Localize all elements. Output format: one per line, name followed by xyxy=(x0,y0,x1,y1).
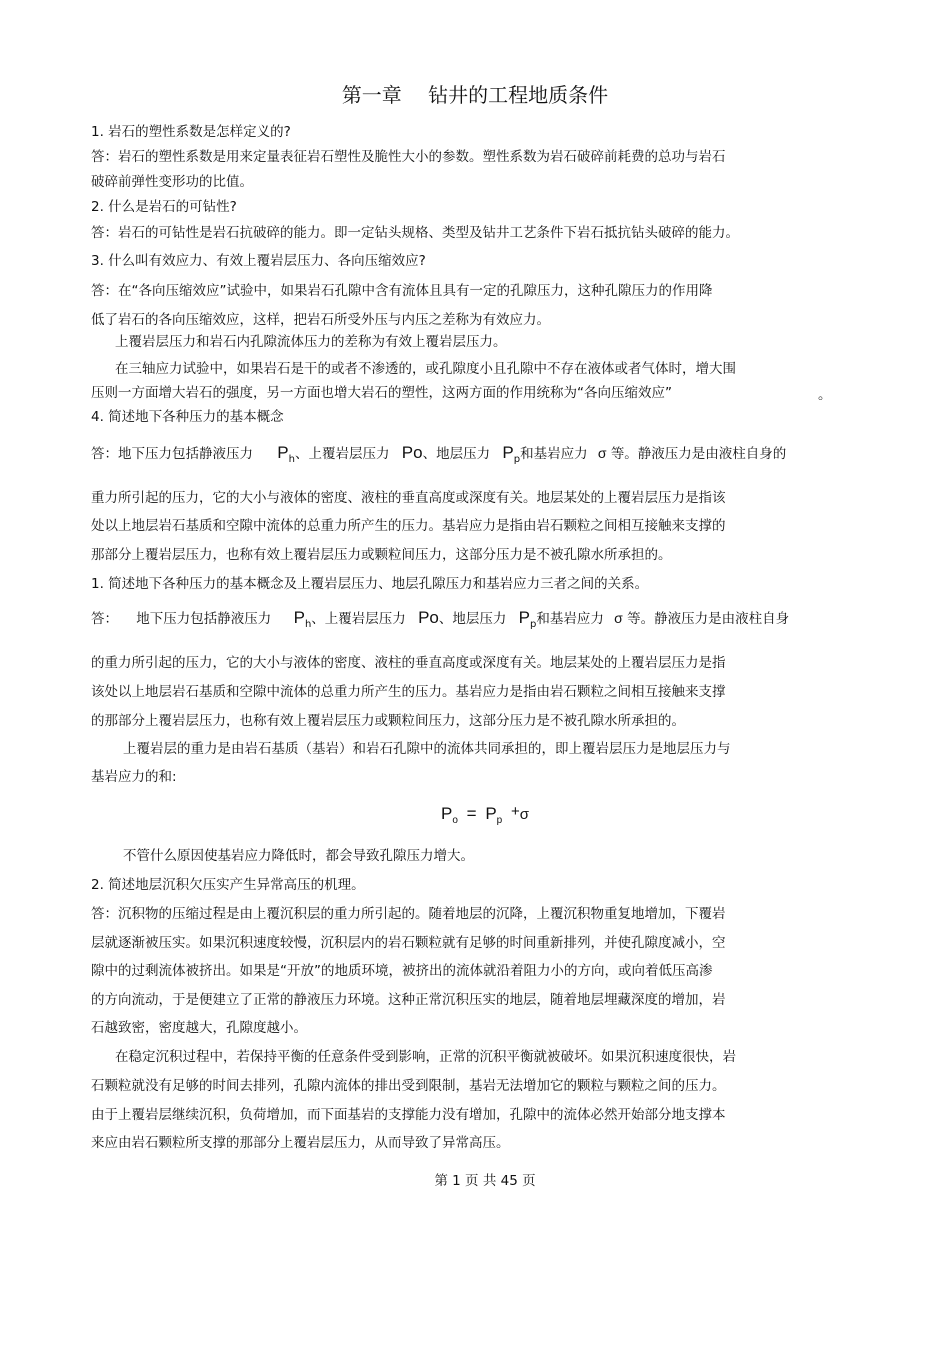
page-footer: 第 1 页 共 45 页 xyxy=(434,1173,536,1189)
symbol-P: P xyxy=(277,443,289,462)
answer-6-line-6: 在稳定沉积过程中，若保持平衡的任意条件受到影响，正常的沉积平衡就被破坏。如果沉积速度很快，岩 xyxy=(115,1049,736,1065)
answer-4-line-4: 那部分上覆岩层压力，也称有效上覆岩层压力或颗粒间压力，这部分压力是不被孔隙水所承担的。 xyxy=(91,547,672,563)
answer-2-line-1: 答：岩石的可钻性是岩石抗破碎的能力。即一定钻头规格、类型及钻井工艺条件下岩石抵抗钻头破碎的能力。 xyxy=(91,225,739,241)
question-4: 4. 简述地下各种压力的基本概念 xyxy=(91,409,284,425)
answer-4-text-e: 等。静液压力是由液柱自身的 xyxy=(610,446,787,462)
question-3: 3. 什么叫有效应力、有效上覆岩层压力、各向压缩效应? xyxy=(91,253,426,269)
answer-5-line-3: 该处以上地层岩石基质和空隙中流体的总重力所产生的压力。基岩应力是指由岩石颗粒之间相互接触来支撑 xyxy=(91,684,726,700)
answer-3-line-5: 压则一方面增大岩石的强度，另一方面也增大岩石的塑性，这两方面的作用统称为“各向压缩效应” xyxy=(91,385,672,401)
symbol-P: P xyxy=(293,608,305,627)
answer-6-line-1: 答：沉积物的压缩过程是由上覆沉积层的重力所引起的。随着地层的沉降，上覆沉积物重复地增加，下覆岩 xyxy=(91,906,726,922)
answer-5-text-a: 答： xyxy=(91,611,118,627)
answer-6-line-5: 石越致密，密度越大，孔隙度越小。 xyxy=(91,1020,307,1036)
formula-plus: + xyxy=(510,803,520,820)
question-1: 1. 岩石的塑性系数是怎样定义的? xyxy=(91,124,291,140)
answer-3-line-1: 答：在“各向压缩效应”试验中，如果岩石孔隙中含有流体且具有一定的孔隙压力，这种孔隙压力的作用降 xyxy=(91,283,713,299)
symbol-sigma: σ xyxy=(614,610,623,626)
answer-5-line-7: 不管什么原因使基岩应力降低时，都会导致孔隙压力增大。 xyxy=(123,848,474,864)
answer-4-line-2: 重力所引起的压力，它的大小与液体的密度、液柱的垂直高度或深度有关。地层某处的上覆岩层压力是指该 xyxy=(91,490,726,506)
answer-4-line-3: 处以上地层岩石基质和空隙中流体的总重力所产生的压力。基岩应力是指由岩石颗粒之间相互接触来支撑的 xyxy=(91,518,726,534)
formula-sigma: σ xyxy=(519,806,529,823)
formula-P: P xyxy=(485,804,497,823)
answer-1-line-2: 破碎前弹性变形功的比值。 xyxy=(91,174,253,190)
question-6: 2. 简述地层沉积欠压实产生异常高压的机理。 xyxy=(91,877,365,893)
answer-4-text-a: 答：地下压力包括静液压力 xyxy=(91,446,253,462)
answer-4-text-d: 和基岩应力 xyxy=(520,446,588,462)
answer-1-line-1: 答：岩石的塑性系数是用来定量表征岩石塑性及脆性大小的参数。塑性系数为岩石破碎前耗费的总功与岩石 xyxy=(91,149,726,165)
question-5: 1. 简述地下各种压力的基本概念及上覆岩层压力、地层孔隙压力和基岩应力三者之间的关系。 xyxy=(91,576,649,592)
answer-3-line-3: 上覆岩层压力和岩石内孔隙流体压力的差称为有效上覆岩层压力。 xyxy=(115,334,507,350)
answer-5-text-d: 、地层压力 xyxy=(438,611,507,627)
answer-6-line-3: 隙中的过剩流体被挤出。如果是“开放”的地质环境，被挤出的流体就沿着阻力小的方向，或向着低压高渗 xyxy=(91,963,713,979)
answer-5-line-6: 基岩应力的和: xyxy=(91,769,177,785)
answer-5-text-f: 等。静液压力是由液柱自身 xyxy=(627,611,790,627)
answer-6-line-9: 来应由岩石颗粒所支撑的那部分上覆岩层压力，从而导致了异常高压。 xyxy=(91,1135,510,1151)
symbol-sigma: σ xyxy=(597,445,607,461)
answer-3-line-5-end: 。 xyxy=(818,387,832,403)
answer-6-line-4: 的方向流动，于是便建立了正常的静液压力环境。这种正常沉积压实的地层，随着地层埋藏深度的增加，岩 xyxy=(91,992,726,1008)
symbol-sub-p: p xyxy=(513,454,521,465)
symbol-P: P xyxy=(518,608,531,627)
answer-4-text-c: 、地层压力 xyxy=(422,446,491,462)
formula-equals: = xyxy=(466,804,477,823)
answer-5-line-5: 上覆岩层的重力是由岩石基质（基岩）和岩石孔隙中的流体共同承担的，即上覆岩层压力是地层压力与 xyxy=(123,741,731,757)
formula-P: P xyxy=(441,804,453,823)
answer-5-text-c: 、上覆岩层压力 xyxy=(311,611,406,627)
answer-6-line-8: 由于上覆岩层继续沉积，负荷增加，而下面基岩的支撑能力没有增加，孔隙中的流体必然开始部分地支撑本 xyxy=(91,1107,726,1123)
answer-5-line-4: 的那部分上覆岩层压力，也称有效上覆岩层压力或颗粒间压力，这部分压力是不被孔隙水所承担的。 xyxy=(91,713,685,729)
pressure-formula xyxy=(0,803,950,826)
formula-sub-p: p xyxy=(496,815,503,826)
question-2: 2. 什么是岩石的可钻性? xyxy=(91,199,237,215)
answer-5-line-1 xyxy=(91,610,789,633)
symbol-sub-p: p xyxy=(530,619,537,630)
answer-4-line-1 xyxy=(91,445,786,468)
answer-5-text-b: 地下压力包括静液压力 xyxy=(136,611,272,627)
symbol-Po: Po xyxy=(418,608,439,627)
answer-3-line-2: 低了岩石的各向压缩效应，这样，把岩石所受外压与内压之差称为有效应力。 xyxy=(91,312,550,328)
answer-5-line-2: 的重力所引起的压力，它的大小与液体的密度、液柱的垂直高度或深度有关。地层某处的上覆岩层压力是指 xyxy=(91,655,726,671)
page-title: 第一章 钻井的工程地质条件 xyxy=(341,83,609,107)
answer-6-line-2: 层就逐渐被压实。如果沉积速度较慢，沉积层内的岩石颗粒就有足够的时间重新排列，并使孔隙度减小，空 xyxy=(91,935,726,951)
formula-sub-o: o xyxy=(452,815,458,826)
answer-5-text-e: 和基岩应力 xyxy=(536,611,604,627)
symbol-P: P xyxy=(502,443,514,462)
answer-4-text-b: 、上覆岩层压力 xyxy=(294,446,390,462)
symbol-Po: Po xyxy=(401,443,423,462)
symbol-sub-h: h xyxy=(304,619,312,630)
symbol-sub-h: h xyxy=(288,454,295,465)
answer-3-line-4: 在三轴应力试验中，如果岩石是干的或者不渗透的，或孔隙度小且孔隙中不存在液体或者气体时，增大围 xyxy=(115,361,736,377)
answer-6-line-7: 石颗粒就没有足够的时间去排列，孔隙内流体的排出受到限制，基岩无法增加它的颗粒与颗粒之间的压力。 xyxy=(91,1078,726,1094)
